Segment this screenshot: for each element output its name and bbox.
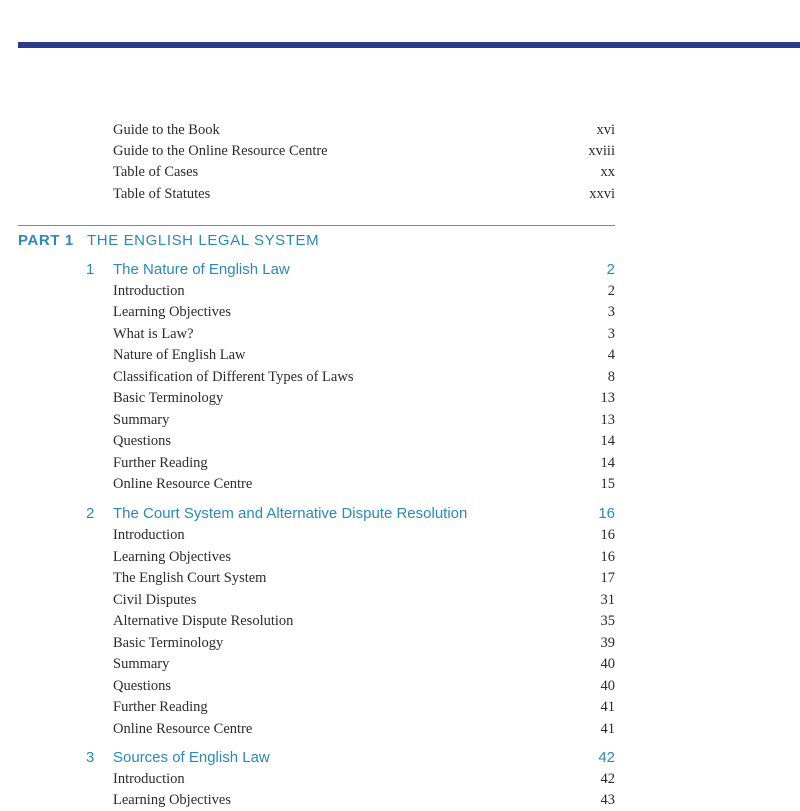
- toc-entry: [113, 410, 615, 431]
- chapter-title: The Court System and Alternative Dispute Resolution: [113, 505, 468, 522]
- entry-title: Civil Disputes: [113, 592, 197, 608]
- entry-page: 14: [600, 433, 615, 449]
- toc-entry-front-matter: [113, 162, 615, 183]
- entry-title: Summary: [113, 412, 170, 428]
- chapter-number: 1: [86, 261, 95, 278]
- entry-page: 3: [607, 304, 615, 320]
- entry-title: Introduction: [113, 283, 185, 299]
- header-rule: [18, 42, 800, 48]
- entry-title: Nature of English Law: [113, 347, 246, 363]
- chapter-page: 16: [598, 505, 615, 522]
- chapter-heading: [86, 747, 615, 769]
- entry-title: Classification of Different Types of Laws: [113, 369, 354, 385]
- toc-entry: [113, 547, 615, 568]
- entry-title: Table of Cases: [113, 164, 199, 180]
- toc-entry-front-matter: [113, 120, 615, 141]
- entry-title: Introduction: [113, 771, 185, 787]
- entry-title: Guide to the Book: [113, 122, 220, 138]
- entry-page: 40: [600, 656, 615, 672]
- entry-page: xx: [600, 164, 615, 180]
- entry-page: 4: [607, 347, 615, 363]
- toc-entry: [113, 302, 615, 323]
- toc-entry: [113, 345, 615, 366]
- entry-page: 15: [600, 476, 615, 492]
- entry-page: xvi: [596, 122, 615, 138]
- entry-title: Further Reading: [113, 455, 208, 471]
- entry-title: Questions: [113, 433, 171, 449]
- toc-entry: [113, 654, 615, 675]
- chapter-number: 2: [86, 505, 95, 522]
- entry-page: 14: [600, 455, 615, 471]
- entry-page: 41: [600, 699, 615, 715]
- toc-entry: [113, 769, 615, 790]
- toc-entry: [113, 590, 615, 611]
- entry-page: 16: [600, 549, 615, 565]
- entry-page: 2: [607, 283, 615, 299]
- toc-entry: [113, 568, 615, 589]
- entry-title: Further Reading: [113, 699, 208, 715]
- entry-title: Basic Terminology: [113, 390, 224, 406]
- entry-title: The English Court System: [113, 570, 267, 586]
- entry-title: Questions: [113, 678, 171, 694]
- entry-page: 35: [600, 613, 615, 629]
- entry-page: 39: [600, 635, 615, 651]
- entry-page: 17: [600, 570, 615, 586]
- entry-title: Alternative Dispute Resolution: [113, 613, 294, 629]
- entry-page: 16: [600, 527, 615, 543]
- entry-page: 43: [600, 792, 615, 808]
- toc-entry-front-matter: [113, 184, 615, 205]
- entry-page: xviii: [588, 143, 615, 159]
- chapter-page: 2: [606, 261, 615, 278]
- chapter-heading: [86, 259, 615, 281]
- part-heading: [18, 230, 320, 252]
- toc-entry: [113, 611, 615, 632]
- toc-entry-front-matter: [113, 141, 615, 162]
- toc-entry: [113, 719, 615, 740]
- toc-entry: [113, 790, 615, 811]
- chapter-title: The Nature of English Law: [113, 261, 290, 278]
- entry-title: Introduction: [113, 527, 185, 543]
- part-title: THE ENGLISH LEGAL SYSTEM: [87, 232, 320, 249]
- entry-page: 13: [600, 412, 615, 428]
- chapter-title: Sources of English Law: [113, 749, 270, 766]
- entry-title: Learning Objectives: [113, 549, 231, 565]
- entry-page: 31: [600, 592, 615, 608]
- entry-title: Learning Objectives: [113, 304, 231, 320]
- entry-title: Basic Terminology: [113, 635, 224, 651]
- entry-title: Online Resource Centre: [113, 476, 253, 492]
- entry-page: 41: [600, 721, 615, 737]
- entry-title: Table of Statutes: [113, 186, 211, 202]
- toc-entry: [113, 281, 615, 302]
- toc-entry: [113, 367, 615, 388]
- entry-title: Summary: [113, 656, 170, 672]
- entry-title: What is Law?: [113, 326, 194, 342]
- entry-page: xxvi: [589, 186, 615, 202]
- entry-page: 40: [600, 678, 615, 694]
- toc-entry: [113, 431, 615, 452]
- chapter-heading: [86, 503, 615, 525]
- entry-page: 42: [600, 771, 615, 787]
- entry-page: 13: [600, 390, 615, 406]
- entry-title: Guide to the Online Resource Centre: [113, 143, 328, 159]
- toc-entry: [113, 453, 615, 474]
- chapter-page: 42: [598, 749, 615, 766]
- entry-page: 8: [607, 369, 615, 385]
- toc-entry: [113, 474, 615, 495]
- chapter-number: 3: [86, 749, 95, 766]
- part-divider: [18, 225, 615, 226]
- entry-page: 3: [607, 326, 615, 342]
- toc-entry: [113, 676, 615, 697]
- toc-entry: [113, 525, 615, 546]
- part-label: PART 1: [18, 232, 74, 249]
- entry-title: Online Resource Centre: [113, 721, 253, 737]
- entry-title: Learning Objectives: [113, 792, 231, 808]
- toc-entry: [113, 697, 615, 718]
- toc-entry: [113, 324, 615, 345]
- toc-entry: [113, 633, 615, 654]
- toc-entry: [113, 388, 615, 409]
